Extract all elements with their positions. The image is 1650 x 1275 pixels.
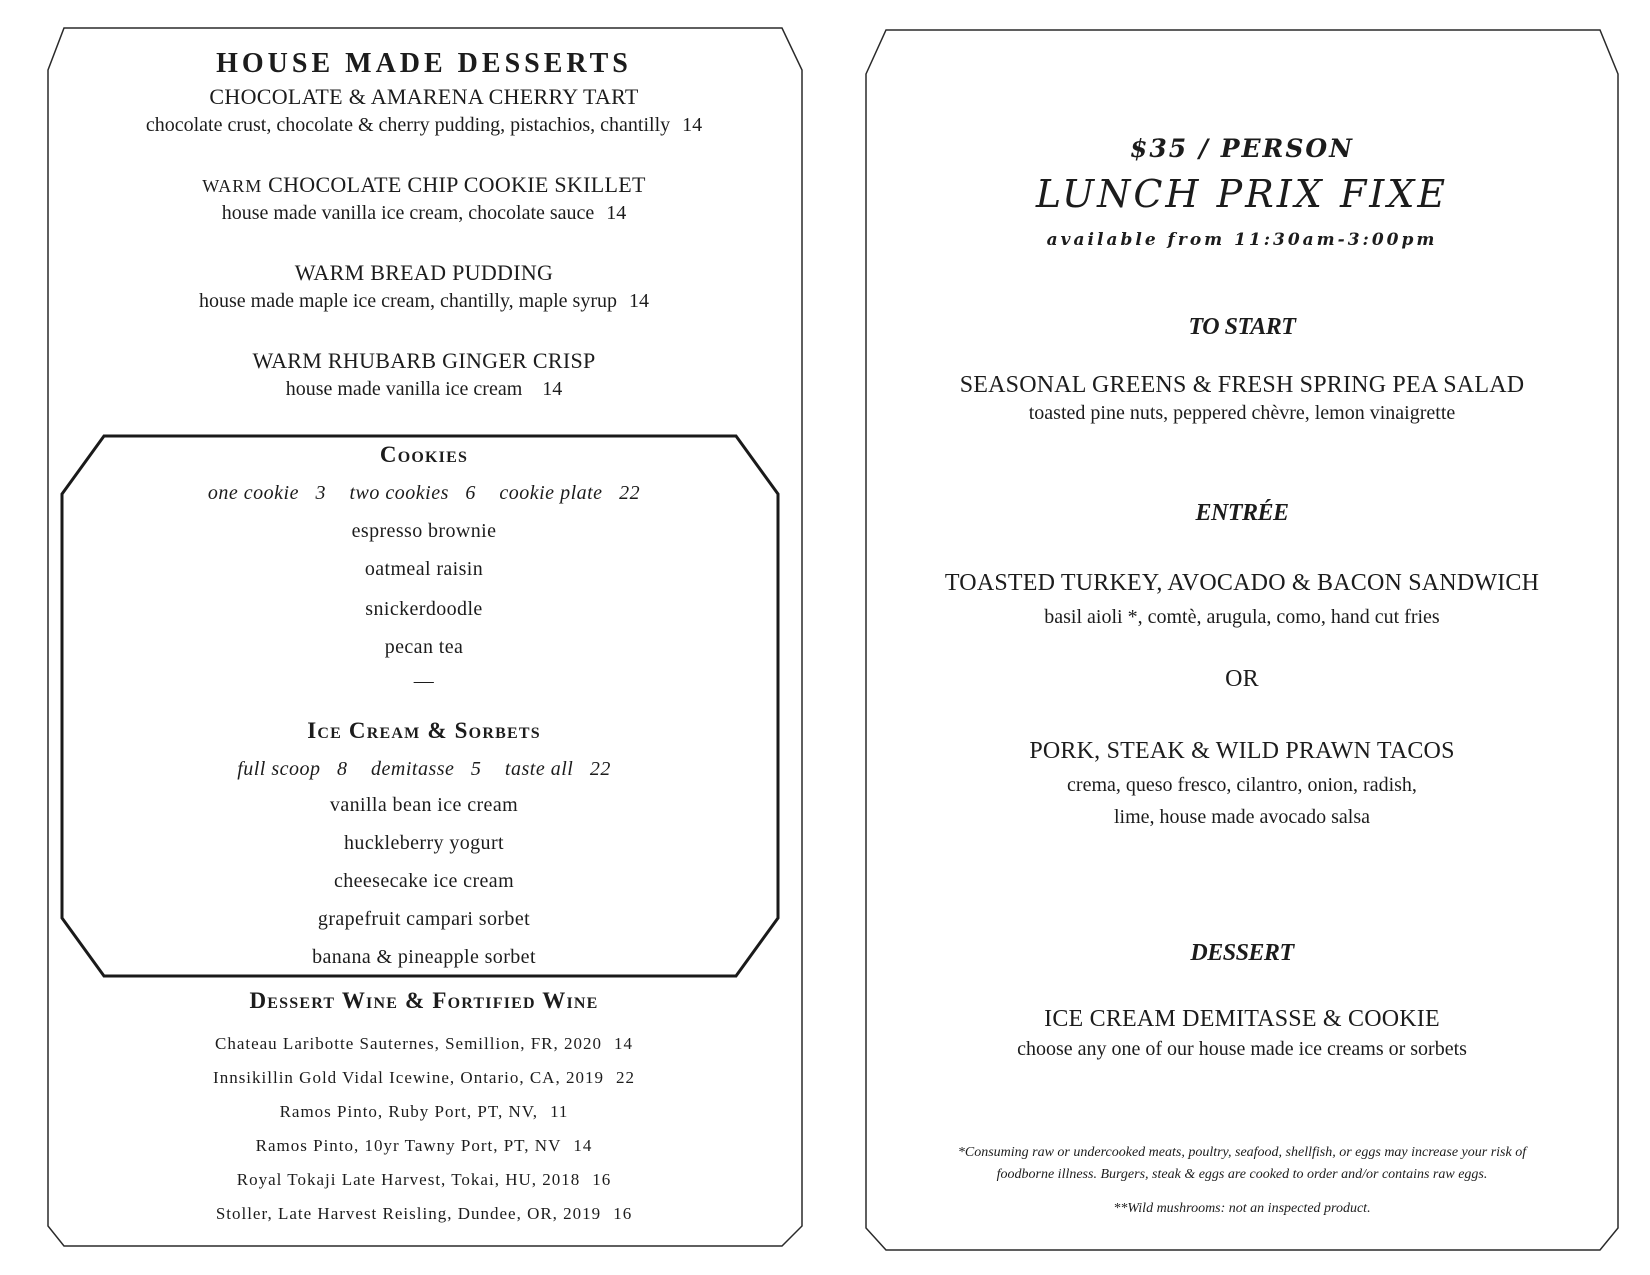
wine-name: Stoller, Late Harvest Reisling, Dundee, OR, 2019 <box>215 1204 602 1223</box>
cookies-heading: Cookies <box>379 442 469 467</box>
entree-option-desc: lime, house made avocado salsa <box>1113 806 1371 828</box>
pricing-price: 6 <box>465 482 476 504</box>
cookie-item: oatmeal raisin <box>364 558 484 580</box>
wine-item <box>48 1170 800 1190</box>
entree-option-desc: basil aioli *, comtè, arugula, como, hand cut fries <box>1044 606 1440 628</box>
dessert-name <box>48 172 800 198</box>
dessert-desc <box>48 290 800 313</box>
cookie-item: snickerdoodle <box>365 598 483 620</box>
wine-name: Chateau Laribotte Sauternes, Semillion, FR, 2020 <box>214 1034 602 1053</box>
dessert-prefix: WARM <box>202 176 263 196</box>
pricing-label: demitasse <box>371 758 455 780</box>
pricing-price: 5 <box>470 758 482 780</box>
ice-cream-item: cheesecake ice cream <box>333 870 515 892</box>
wine-item <box>48 1068 800 1088</box>
dessert-item <box>48 348 800 401</box>
pricing-price: 8 <box>337 758 348 780</box>
desc-text: house made maple ice cream, chantilly, maple syrup <box>199 290 617 312</box>
entree-option-name: PORK, STEAK & WILD PRAWN TACOS <box>1029 738 1455 764</box>
section-divider: — <box>413 670 435 692</box>
dessert-desc <box>48 202 800 225</box>
wine-price: 14 <box>573 1136 593 1155</box>
wine-price: 14 <box>614 1034 633 1053</box>
pricing-label: full scoop <box>237 758 321 780</box>
dessert-name: ICE CREAM DEMITASSE & COOKIE <box>1044 1006 1440 1032</box>
mushroom-note: **Wild mushrooms: not an inspected product. <box>1113 1201 1371 1216</box>
wine-heading: Dessert Wine & Fortified Wine <box>249 988 599 1013</box>
dessert-item <box>48 260 800 313</box>
pricing-label: cookie plate <box>499 482 603 504</box>
dessert-heading: DESSERT <box>1190 940 1294 966</box>
disclaimer-line: *Consuming raw or undercooked meats, poultry, seafood, shellfish, or eggs may increase your risk of <box>957 1145 1527 1160</box>
prix-fixe-title: LUNCH PRIX FIXE <box>1035 172 1449 216</box>
dessert-price: 14 <box>606 202 627 224</box>
dessert-price: 14 <box>629 290 649 312</box>
pricing-label: taste all <box>504 758 574 780</box>
entree-or: OR <box>1225 666 1259 692</box>
dessert-desc <box>48 114 800 137</box>
to-start-desc: toasted pine nuts, peppered chèvre, lemon vinaigrette <box>1028 402 1456 424</box>
wine-item <box>48 1204 800 1224</box>
ice-cream-item: huckleberry yogurt <box>344 832 504 854</box>
entree-option-desc: crema, queso fresco, cilantro, onion, radish, <box>1067 774 1417 796</box>
dessert-name: WARM BREAD PUDDING <box>294 260 554 285</box>
dessert-price: 14 <box>542 378 563 400</box>
cookies-box-border <box>62 436 778 976</box>
prix-fixe-availability: available from 11:30am-3:00pm <box>1046 230 1438 250</box>
wine-name: Innsikillin Gold Vidal Icewine, Ontario, CA, 2019 <box>213 1068 604 1087</box>
desc-text: house made vanilla ice cream <box>285 378 523 400</box>
wine-item <box>48 1136 800 1156</box>
ice-cream-pricing <box>48 758 800 781</box>
disclaimer-line: foodborne illness. Burgers, steak & eggs are cooked to order and/or contains raw eggs. <box>996 1167 1488 1182</box>
entree-option-name: TOASTED TURKEY, AVOCADO & BACON SANDWICH <box>944 570 1540 596</box>
wine-item <box>48 1102 800 1122</box>
pricing-label: two cookies <box>349 482 449 504</box>
cookie-item: espresso brownie <box>351 520 497 542</box>
dessert-name-text: CHOCOLATE CHIP COOKIE SKILLET <box>268 172 646 197</box>
dessert-item <box>48 84 800 137</box>
to-start-heading: TO START <box>1188 314 1296 340</box>
wine-item <box>48 1034 800 1054</box>
cookies-pricing <box>48 482 800 505</box>
pricing-price: 22 <box>589 758 611 780</box>
wine-name: Ramos Pinto, 10yr Tawny Port, PT, NV <box>255 1136 562 1155</box>
dessert-name: WARM RHUBARB GINGER CRISP <box>252 348 596 373</box>
wine-name: Ramos Pinto, Ruby Port, PT, NV, <box>279 1102 539 1121</box>
dessert-desc: choose any one of our house made ice creams or sorbets <box>1017 1038 1467 1060</box>
pricing-price: 3 <box>315 482 326 504</box>
desserts-heading: HOUSE MADE DESSERTS <box>216 48 632 79</box>
prix-fixe-price: $35 / PERSON <box>1129 134 1355 163</box>
dessert-item <box>48 172 800 225</box>
to-start-name: SEASONAL GREENS & FRESH SPRING PEA SALAD <box>959 372 1525 398</box>
pricing-label: one cookie <box>207 482 299 504</box>
cookie-item: pecan tea <box>384 636 464 658</box>
ice-cream-item: vanilla bean ice cream <box>329 794 519 816</box>
wine-price: 11 <box>550 1102 569 1121</box>
entree-heading: ENTRÉE <box>1195 500 1289 526</box>
desc-text: house made vanilla ice cream, chocolate sauce <box>221 202 595 224</box>
ice-cream-item: grapefruit campari sorbet <box>317 908 531 930</box>
desc-text: chocolate crust, chocolate & cherry pudding, pistachios, chantilly <box>145 114 671 136</box>
wine-name: Royal Tokaji Late Harvest, Tokai, HU, 2018 <box>236 1170 581 1189</box>
desserts-title <box>48 38 800 80</box>
dessert-desc <box>48 378 800 401</box>
pricing-price: 22 <box>619 482 641 504</box>
dessert-name: CHOCOLATE & AMARENA CHERRY TART <box>209 84 639 109</box>
ice-cream-heading: Ice Cream & Sorbets <box>307 718 541 743</box>
dessert-price: 14 <box>682 114 703 136</box>
ice-cream-item: banana & pineapple sorbet <box>312 946 536 968</box>
wine-price: 16 <box>592 1170 612 1189</box>
wine-price: 22 <box>615 1068 635 1087</box>
wine-price: 16 <box>613 1204 633 1223</box>
